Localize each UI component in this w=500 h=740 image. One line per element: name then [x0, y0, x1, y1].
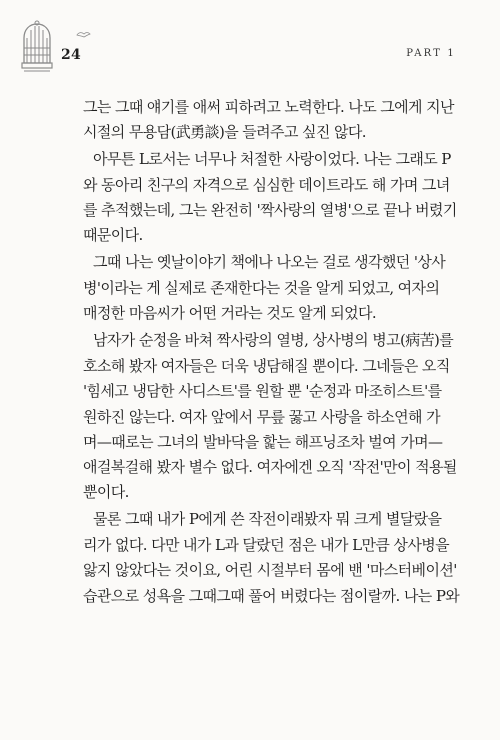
- page-header: [0, 0, 500, 80]
- text-line: 때문이다.: [83, 226, 143, 245]
- text-line: 남자가 순정을 바쳐 짝사랑의 열병, 상사병의 병고(病苦)를: [93, 330, 454, 349]
- birdcage-icon: [17, 20, 57, 76]
- text-line: 와 동아리 친구의 자격으로 심심한 데이트라도 해 가며 그녀: [83, 175, 450, 194]
- part-label: PART 1: [406, 48, 456, 59]
- text-line: 앓지 않았다는 것이요, 어린 시절부터 몸에 밴 '마스터베이션': [83, 561, 457, 580]
- page-number: 24: [61, 47, 82, 63]
- text-line: 그때 나는 옛날이야기 책에나 나오는 걸로 생각했던 '상사: [93, 252, 446, 271]
- text-line: 습관으로 성욕을 그때그때 풀어 버렸다는 점이랄까. 나는 P와: [83, 586, 460, 605]
- text-line: 호소해 봤자 여자들은 더욱 냉담해질 뿐이다. 그네들은 오직: [83, 356, 450, 375]
- text-line: 매정한 마음씨가 어떤 거라는 것도 알게 되었다.: [83, 304, 377, 323]
- body-text: [83, 95, 478, 609]
- bird-icon: [76, 30, 91, 40]
- text-line: 뿐이다.: [83, 483, 129, 502]
- text-line: 아무튼 L로서는 너무나 처절한 사랑이었다. 나는 그래도 P: [93, 149, 451, 168]
- text-line: 병'이라는 게 실제로 존재한다는 것을 알게 되었고, 여자의: [83, 279, 440, 298]
- text-line: 물론 그때 내가 P에게 쓴 작전이래봤자 뭐 크게 별달랐을: [93, 509, 442, 528]
- text-line: 리가 없다. 다만 내가 L과 달랐던 점은 내가 L만큼 상사병을: [83, 536, 449, 555]
- text-line: 그는 그때 얘기를 애써 피하려고 노력한다. 나도 그에게 지난: [83, 98, 454, 116]
- text-line: '힘세고 냉담한 사디스트'를 원할 뿐 '순정과 마조히스트'를: [83, 382, 442, 401]
- text-line: 원하진 않는다. 여자 앞에서 무릎 꿇고 사랑을 하소연해 가: [83, 407, 440, 426]
- text-line: 애걸복걸해 봤자 별수 없다. 여자에겐 오직 '작전'만이 적용될: [83, 458, 457, 477]
- text-line: 를 추적했는데, 그는 완전히 '짝사랑의 열병'으로 끝나 버렸기: [83, 201, 457, 220]
- text-line: 며—때로는 그녀의 발바닥을 핥는 해프닝조차 벌여 가며—: [83, 432, 443, 451]
- text-line: 시절의 무용담(武勇談)을 들려주고 싶진 않다.: [83, 123, 366, 142]
